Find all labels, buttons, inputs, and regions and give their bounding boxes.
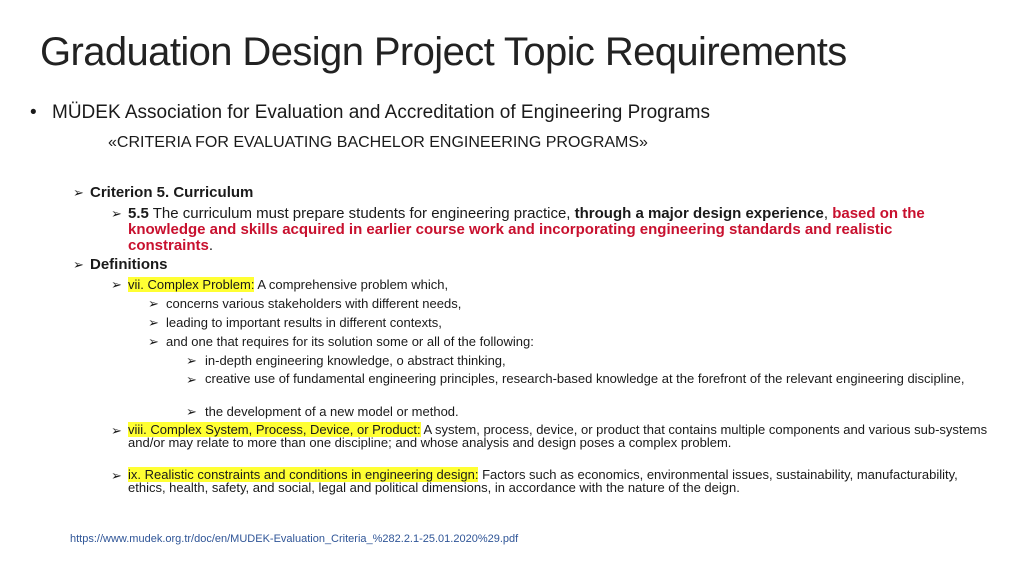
criterion-text: The curriculum must prepare students for engineering practice, bbox=[148, 205, 575, 222]
organization-name: MÜDEK Association for Evaluation and Accreditation of Engineering Programs bbox=[52, 102, 710, 123]
list-item: creative use of fundamental engineering principles, research-based knowledge at the forefront of the relevant engineering discipline, bbox=[205, 371, 965, 386]
source-link[interactable]: https://www.mudek.org.tr/doc/en/MUDEK-Evaluation_Criteria_%282.2.1-25.01.2020%29.pdf bbox=[70, 533, 519, 545]
arrow-bullet-icon: ➢ bbox=[111, 468, 122, 483]
definition-ix-label: ix. Realistic constraints and conditions in engineering design: bbox=[128, 467, 479, 482]
arrow-bullet-icon: ➢ bbox=[148, 334, 159, 349]
arrow-bullet-icon: ➢ bbox=[111, 423, 122, 438]
organization-bullet bbox=[30, 101, 710, 125]
list-item: leading to important results in different contexts, bbox=[166, 315, 442, 330]
definition-ix bbox=[128, 468, 988, 494]
page-title: Graduation Design Project Topic Requirements bbox=[40, 30, 847, 74]
definition-viii bbox=[128, 423, 988, 449]
list-item: the development of a new model or method. bbox=[205, 404, 459, 419]
arrow-bullet-icon: ➢ bbox=[186, 353, 197, 368]
definition-vii bbox=[128, 277, 448, 292]
arrow-bullet-icon: ➢ bbox=[111, 277, 122, 292]
arrow-bullet-icon: ➢ bbox=[186, 372, 197, 387]
criterion-bold-text: through a major design experience bbox=[574, 205, 824, 222]
arrow-bullet-icon: ➢ bbox=[73, 257, 84, 272]
arrow-bullet-icon: ➢ bbox=[111, 206, 122, 221]
definition-vii-text: A comprehensive problem which, bbox=[254, 277, 449, 292]
criterion-heading: Criterion 5. Curriculum bbox=[90, 184, 254, 201]
definition-ix-text: Factors such as economics, environmental issues, sustainability, manufacturability, ethics, health, safety, and social, legal and political dimensions, in accordance with the nature of the deign. bbox=[128, 467, 958, 495]
criterion-number: 5.5 bbox=[128, 205, 149, 222]
list-item: in-depth engineering knowledge, o abstract thinking, bbox=[205, 353, 506, 368]
definitions-heading: Definitions bbox=[90, 256, 168, 273]
definition-viii-text: A system, process, device, or product that contains multiple components and various sub-systems and/or may relate to more than one discipline; and whose analysis and design poses a complex problem. bbox=[128, 422, 988, 450]
criterion-red-text: based on the knowledge and skills acquired in earlier course work and incorporating engineering standards and realistic constraints bbox=[128, 205, 925, 254]
definition-vii-label: vii. Complex Problem: bbox=[128, 277, 255, 292]
definition-viii-label: viii. Complex System, Process, Device, or Product: bbox=[128, 422, 421, 437]
arrow-bullet-icon: ➢ bbox=[73, 185, 84, 200]
criteria-title: «CRITERIA FOR EVALUATING BACHELOR ENGINEERING PROGRAMS» bbox=[108, 134, 648, 151]
criterion-5-5-text bbox=[128, 206, 968, 254]
criterion-period: . bbox=[208, 237, 214, 254]
arrow-bullet-icon: ➢ bbox=[148, 296, 159, 311]
arrow-bullet-icon: ➢ bbox=[148, 315, 159, 330]
arrow-bullet-icon: ➢ bbox=[186, 404, 197, 419]
list-item: and one that requires for its solution some or all of the following: bbox=[166, 334, 534, 349]
bullet-icon: • bbox=[30, 102, 37, 123]
criterion-comma: , bbox=[823, 205, 829, 222]
list-item: concerns various stakeholders with different needs, bbox=[166, 296, 462, 311]
